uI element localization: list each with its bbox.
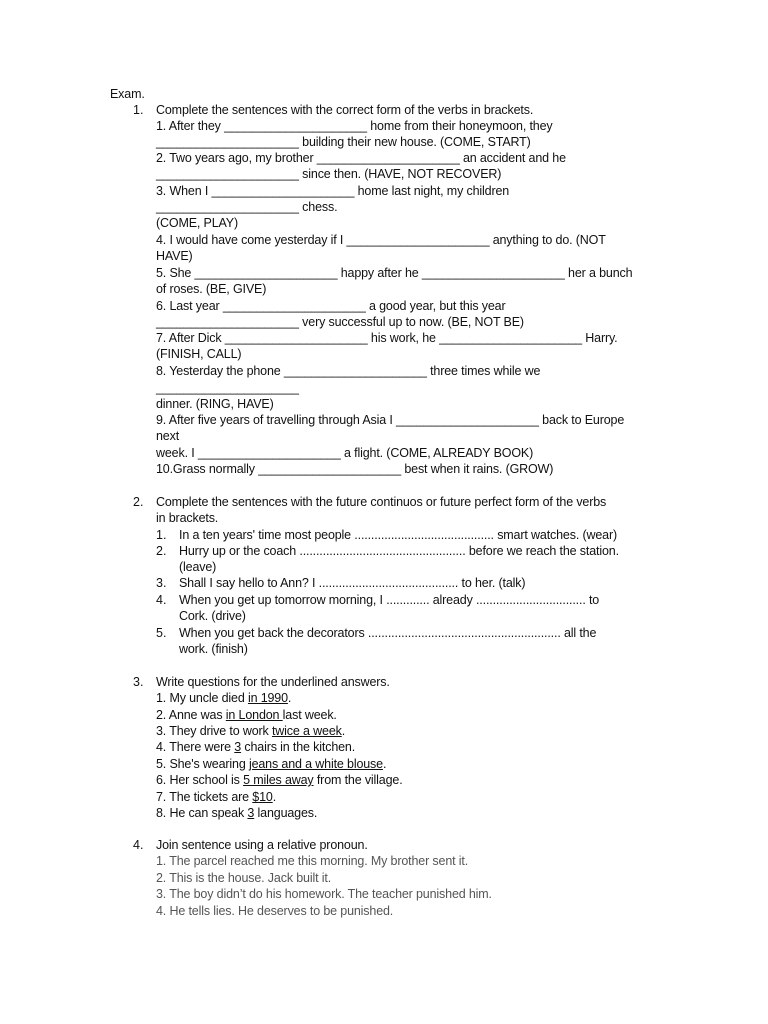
section-3-item [156,789,276,805]
section-2-item-number: 2. [156,544,167,558]
section-4-instruction: Join sentence using a relative pronoun. [156,838,368,852]
section-1-line: 8. Yesterday the phone _____________________ three times while we [156,364,541,378]
section-3-item [156,756,386,772]
section-1-line: _____________________ chess. [156,200,338,214]
section-3-item [156,805,317,821]
item-text: 4. There were [156,740,235,754]
underlined-answer: $10 [252,790,273,804]
section-1-line: _____________________ building their new house. (COME, START) [156,135,531,149]
section-4-item: 1. The parcel reached me this morning. My brother sent it. [156,854,469,868]
section-1-line: 10.Grass normally _____________________ best when it rains. (GROW) [156,462,554,476]
section-1-line: 5. She _____________________ happy after he _____________________ her a bunch [156,266,633,280]
section-2-item: work. (finish) [179,642,248,656]
section-2-item: Shall I say hello to Ann? I .......................................... to her. (talk) [179,576,526,590]
section-1-line: HAVE) [156,249,193,263]
section-2-item: In a ten years' time most people .......................................... smart watches. (wear) [179,528,617,542]
section-3-item [156,707,337,723]
underlined-answer: twice a week [271,724,342,738]
item-text: 1. My uncle died [156,691,248,705]
section-2-number: 2. [133,495,144,509]
section-3-item [156,772,403,788]
section-4-item: 2. This is the house. Jack built it. [156,871,332,885]
section-2-item: When you get back the decorators .......................................................... all the [179,626,597,640]
item-text: . [341,724,346,738]
section-2-instruction: Complete the sentences with the future continuos or future perfect form of the verbs [156,495,607,509]
section-1-line: _____________________ very successful up to now. (BE, NOT BE) [156,315,524,329]
section-2-item-number: 3. [156,576,167,590]
exam-title: Exam. [110,87,145,101]
item-text: 2. Anne was [156,708,226,722]
item-text: 5. She's wearing [156,757,249,771]
underlined-answer: jeans and a white blouse [248,757,383,771]
item-text: 6. Her school is [156,773,244,787]
section-2-item-number: 5. [156,626,167,640]
section-3-number: 3. [133,675,144,689]
section-1-line: week. I _____________________ a flight. (COME, ALREADY BOOK) [156,446,534,460]
section-2-item-number: 4. [156,593,167,607]
section-3-instruction: Write questions for the underlined answers. [156,675,390,689]
underlined-answer: 3 [234,740,242,754]
item-text: last week. [282,708,337,722]
section-1-line: _____________________ since then. (HAVE, NOT RECOVER) [156,167,502,181]
section-2-item-number: 1. [156,528,167,542]
section-1-line: 6. Last year _____________________ a good year, but this year [156,299,506,313]
item-text: 3. They drive to work [156,724,272,738]
section-3-item [156,690,291,706]
item-text: from the village. [313,773,403,787]
item-text: 7. The tickets are [156,790,253,804]
item-text: . [287,691,292,705]
section-1-line: _____________________ [156,381,299,395]
section-1-line: 7. After Dick _____________________ his work, he _____________________ Harry. [156,331,618,345]
section-4-item: 3. The boy didn’t do his homework. The teacher punished him. [156,887,492,901]
section-1-line: 3. When I _____________________ home last night, my children [156,184,510,198]
underlined-answer: 5 miles away [243,773,314,787]
section-2-item: (leave) [179,560,217,574]
section-2-item: Cork. (drive) [179,609,246,623]
section-1-number: 1. [133,103,144,117]
underlined-answer: 3 [247,806,255,820]
section-1-line: dinner. (RING, HAVE) [156,397,274,411]
section-3-item [156,723,345,739]
section-1-line: (COME, PLAY) [156,216,239,230]
section-1-line: 4. I would have come yesterday if I _____________________ anything to do. (NOT [156,233,606,247]
section-1-line: next [156,429,180,443]
section-1-line: 2. Two years ago, my brother _____________________ an accident and he [156,151,566,165]
item-text: chairs in the kitchen. [241,740,356,754]
item-text: . [272,790,277,804]
section-4-number: 4. [133,838,144,852]
section-1-instruction: Complete the sentences with the correct form of the verbs in brackets. [156,103,534,117]
section-1-line: (FINISH, CALL) [156,347,242,361]
section-1-line: 9. After five years of travelling through Asia I _____________________ back to Europe [156,413,625,427]
item-text: languages. [254,806,318,820]
item-text: 8. He can speak [156,806,248,820]
section-4-item: 4. He tells lies. He deserves to be punished. [156,904,394,918]
section-2-item: Hurry up or the coach .................................................. before we reach the station. [179,544,619,558]
underlined-answer: in 1990 [247,691,288,705]
item-text: . [382,757,387,771]
section-1-line: of roses. (BE, GIVE) [156,282,267,296]
section-2-item: When you get up tomorrow morning, I ............. already ................................. to [179,593,600,607]
section-2-instruction: in brackets. [156,511,219,525]
section-1-line: 1. After they _____________________ home from their honeymoon, they [156,119,553,133]
section-3-item [156,739,355,755]
underlined-answer: in London [225,708,283,722]
